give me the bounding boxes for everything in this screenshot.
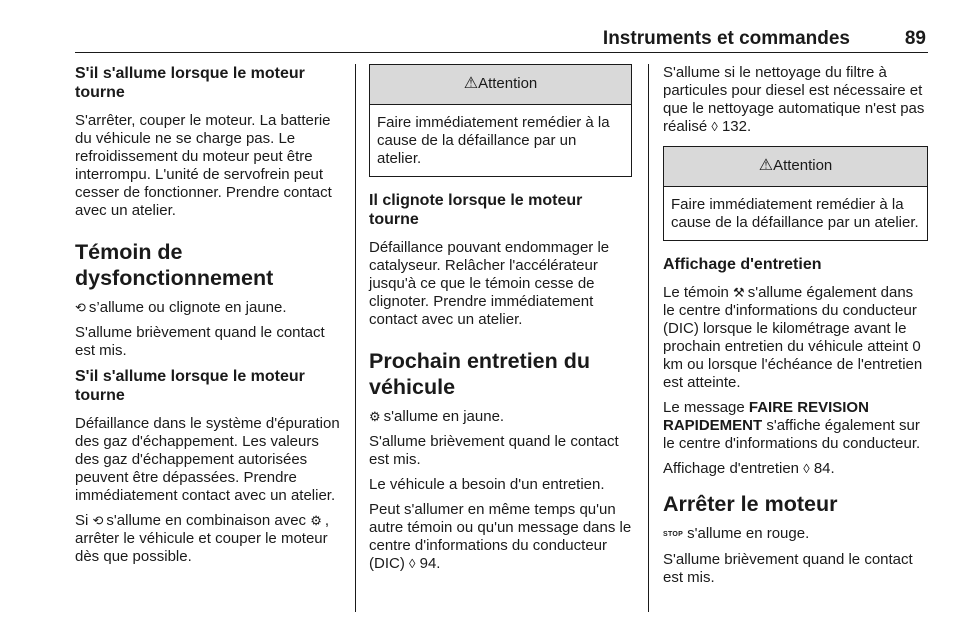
paragraph: Défaillance dans le système d'épuration des gaz d'échappement. Les valeurs des gaz d'échappement autorisées peuvent être dépassées. Prendre immédiatement contact avec un atelier. [75, 415, 340, 504]
attention-text: Faire immédiatement remédier à la cause de la défaillance par un atelier. [377, 114, 610, 167]
column-right [663, 64, 928, 594]
paragraph: ⟲ s’allume ou clignote en jaune. [75, 299, 287, 316]
paragraph: Le message FAIRE REVISION RAPIDEMENT s'affiche également sur le centre d'informations du conducteur. [663, 399, 921, 452]
paragraph: S'allume brièvement quand le contact est mis. [663, 551, 913, 586]
wrench-icon: ⚙ [310, 513, 322, 528]
attention-box [663, 146, 928, 241]
attention-header: ⚠Attention [664, 147, 927, 187]
warning-triangle-icon: ⚠ [758, 157, 774, 174]
column-divider [355, 64, 356, 612]
column-left [75, 64, 343, 573]
page-reference-icon: ◊ [409, 556, 416, 571]
paragraph: Le véhicule a besoin d'un entretien. [369, 476, 605, 493]
engine-icon: ⟲ [92, 513, 104, 528]
column-divider [648, 64, 649, 612]
attention-header: ⚠Attention [370, 65, 631, 105]
paragraph: Si ⟲ s'allume en combinaison avec ⚙ , arrêter le véhicule et couper le moteur dès que possible. [75, 512, 330, 565]
paragraph: S'arrêter, couper le moteur. La batterie du véhicule ne se charge pas. Le refroidissement du moteur peut être interrompu. L'unité de servofrein peut cesser de fonctionner. Prendre contact avec un atelier. [75, 112, 332, 219]
header-rule [75, 52, 928, 53]
page-reference-icon: ◊ [711, 119, 718, 134]
paragraph: ⚙ s'allume en jaune. [369, 408, 505, 425]
paragraph: S'allume si le nettoyage du filtre à particules pour diesel est nécessaire et que le nettoyage automatique n'est pas réalisé ◊ 132. [663, 64, 925, 135]
paragraph: Le témoin ⚒ s'allume également dans le centre d'informations du conducteur (DIC) lorsque le kilométrage avant le prochain entretien du véhicule atteint 0 km ou lorsque l'échéance de l'entretien est atteinte. [663, 284, 923, 391]
column-middle [369, 64, 632, 580]
section-heading: Il clignote lorsque le moteur tourne [369, 192, 583, 228]
section-title: Arrêter le moteur [663, 492, 838, 516]
section-heading: S'il s'allume lorsque le moteur tourne [75, 368, 305, 404]
attention-box [369, 64, 632, 177]
paragraph: S'allume brièvement quand le contact est mis. [75, 324, 325, 359]
warning-triangle-icon: ⚠ [463, 75, 479, 92]
page-reference-icon: ◊ [803, 461, 810, 476]
section-heading: S'il s'allume lorsque le moteur tourne [75, 65, 305, 101]
paragraph: S'allume brièvement quand le contact est mis. [369, 433, 619, 468]
service-icon: ⚒ [733, 285, 745, 300]
paragraph: STOP s'allume en rouge. [663, 525, 810, 542]
attention-text: Faire immédiatement remédier à la cause de la défaillance par un atelier. [671, 196, 919, 231]
running-header-title: Instruments et commandes [602, 28, 850, 49]
paragraph: Défaillance pouvant endommager le catalyseur. Relâcher l'accélérateur jusqu'à ce que le témoin cesse de clignoter. Prendre immédiatement contact avec un atelier. [369, 239, 610, 328]
section-heading: Affichage d'entretien [663, 256, 822, 273]
engine-icon: ⟲ [75, 300, 86, 315]
paragraph: Affichage d'entretien ◊ 84. [663, 460, 835, 477]
section-title: Témoin de dysfonctionnement [75, 240, 274, 290]
stop-icon: STOP [663, 531, 684, 538]
wrench-icon: ⚙ [369, 409, 381, 424]
paragraph: Peut s'allumer en même temps qu'un autre témoin ou qu'un message dans le centre d'informations du conducteur (DIC) ◊ 94. [369, 501, 632, 572]
page-number: 89 [904, 28, 926, 49]
section-title: Prochain entretien du véhicule [369, 349, 591, 399]
